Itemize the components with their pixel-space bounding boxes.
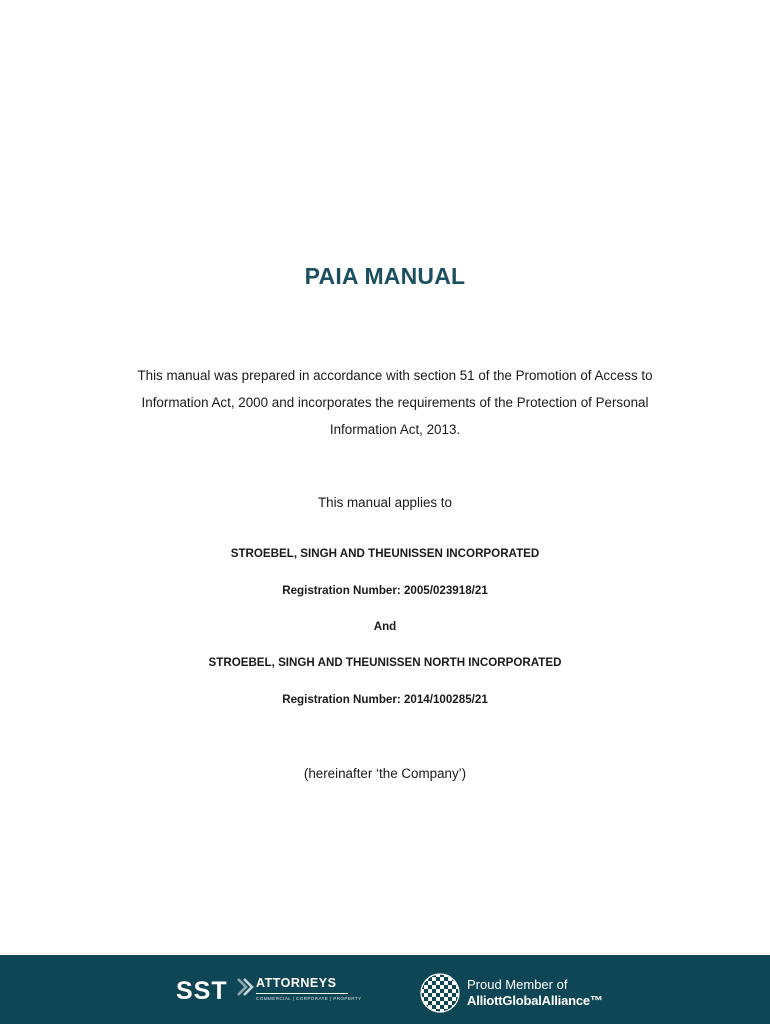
logo-divider bbox=[256, 993, 348, 994]
hereinafter-text: (hereinafter ‘the Company’) bbox=[303, 766, 467, 781]
attorneys-label: ATTORNEYS bbox=[256, 976, 337, 990]
intro-paragraph bbox=[108, 362, 682, 443]
intro-line: This manual was prepared in accordance with section 51 of the Promotion of Access to bbox=[137, 368, 653, 383]
conjunction-and: And bbox=[373, 620, 397, 633]
entity-name-2: STROEBEL, SINGH AND THEUNISSEN NORTH INCORPORATED bbox=[208, 656, 562, 669]
intro-line: Information Act, 2013. bbox=[329, 422, 461, 437]
attorneys-tagline: COMMERCIAL | CORPORATE | PROPERTY bbox=[256, 996, 362, 1001]
sst-wordmark: SST bbox=[176, 977, 228, 1005]
document-title: PAIA MANUAL bbox=[304, 263, 466, 289]
chevron-right-icon bbox=[235, 977, 255, 997]
applies-to-text: This manual applies to bbox=[318, 495, 452, 510]
entity-name-1: STROEBEL, SINGH AND THEUNISSEN INCORPORATED bbox=[230, 547, 540, 560]
intro-line: Information Act, 2000 and incorporates the requirements of the Protection of Personal bbox=[141, 395, 649, 410]
registration-number-2: Registration Number: 2014/100285/21 bbox=[282, 693, 488, 706]
alliott-global-alliance-logo bbox=[420, 973, 620, 1013]
sst-attorneys-logo bbox=[176, 975, 362, 1007]
footer-banner bbox=[0, 955, 770, 1024]
alliance-name-text: AlliottGlobalAlliance™ bbox=[467, 993, 603, 1008]
registration-number-1: Registration Number: 2005/023918/21 bbox=[282, 584, 488, 597]
checkered-globe-icon bbox=[420, 973, 460, 1013]
proud-member-text: Proud Member of bbox=[467, 977, 568, 992]
